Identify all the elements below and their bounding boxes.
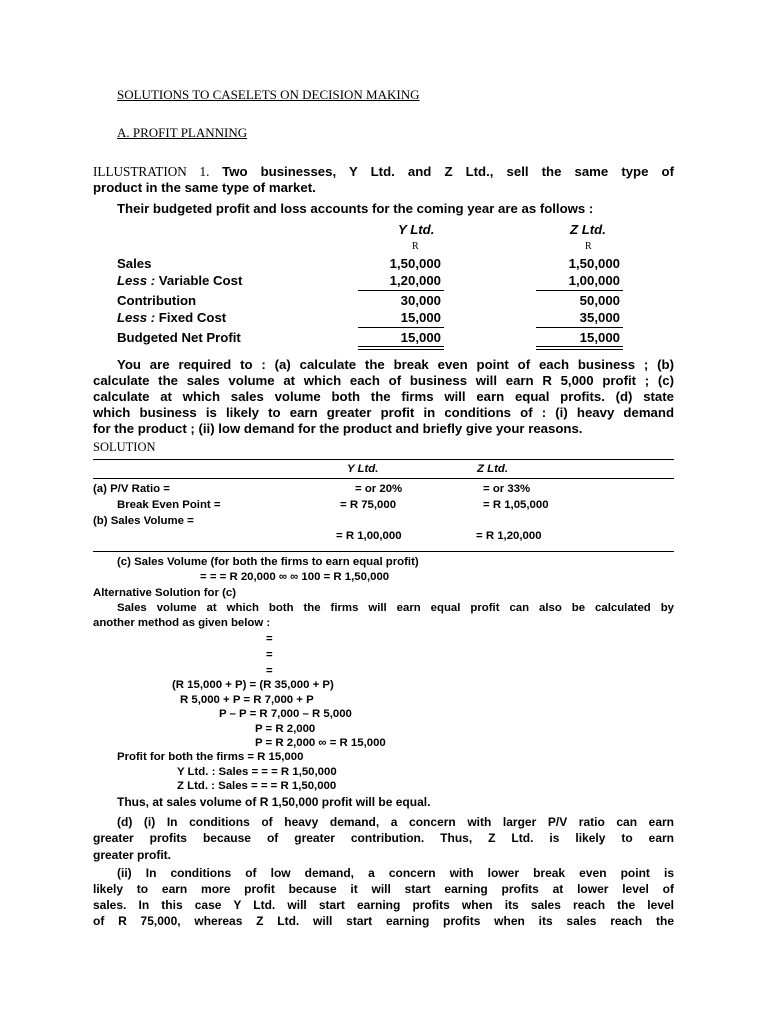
part-d-line: sales. In this case Y Ltd. will start earning profits when its sales reach the level — [93, 898, 674, 912]
part-d-line: (ii) In conditions of low demand, a concern with lower break even point is — [117, 866, 674, 880]
pl-rule — [536, 327, 623, 328]
question-line: You are required to : (a) calculate the break even point of each business ; (b) — [117, 357, 674, 372]
alt-solution-title: Alternative Solution for (c) — [93, 587, 237, 599]
illustration-line-2: product in the same type of market. — [93, 180, 316, 195]
alt-solution-line: another method as given below : — [93, 617, 271, 629]
part-d-line: likely to earn more profit because it will start earning profits at lower level of — [93, 882, 674, 896]
pl-row-z: 50,000 — [579, 293, 620, 308]
part-c-title: (c) Sales Volume (for both the firms to earn equal profit) — [117, 556, 419, 568]
profit-both: Profit for both the firms = R 15,000 — [117, 751, 304, 763]
question-line: calculate the sales volume at which each of business will earn R 5,000 profit ; (c) — [93, 373, 674, 388]
sol-row-y: = R 75,000 — [340, 499, 397, 511]
sol-row-y: = or 20% — [355, 483, 403, 495]
y-sales: Y Ltd. : Sales = = = R 1,50,000 — [177, 766, 337, 778]
pl-row-z: 35,000 — [579, 310, 620, 325]
sol-row-label: (a) P/V Ratio = — [93, 483, 170, 495]
illustration-line-1 — [93, 164, 674, 180]
pl-rule — [358, 327, 444, 328]
sol-header-rule — [93, 478, 674, 479]
pl-row-label: Less : Fixed Cost — [117, 310, 227, 325]
question-line: for the product ; (ii) low demand for the product and briefly give your reasons. — [93, 421, 583, 436]
sol-row-z: = R 1,20,000 — [476, 530, 542, 542]
equation-step: P = R 2,000 — [255, 723, 316, 735]
pl-row-z: 1,00,000 — [568, 273, 620, 288]
pl-row-label: Sales — [117, 256, 152, 271]
part-d-line: (d) (i) In conditions of heavy demand, a concern with larger P/V ratio can earn — [117, 815, 674, 829]
sol-col-z: Z Ltd. — [477, 463, 508, 475]
pl-row-y: 1,50,000 — [389, 256, 441, 271]
pl-rule — [358, 290, 444, 291]
equation-step: (R 15,000 + P) = (R 35,000 + P) — [172, 679, 334, 691]
pl-row-y: 30,000 — [400, 293, 441, 308]
sol-col-y: Y Ltd. — [347, 463, 379, 475]
pl-col-z: Z Ltd. — [570, 222, 606, 237]
pl-double-rule — [358, 349, 444, 350]
illustration-label: ILLUSTRATION 1. — [93, 164, 210, 179]
pl-double-rule — [536, 349, 623, 350]
pl-col-y: Y Ltd. — [398, 222, 435, 237]
equation-equals: = — [266, 649, 273, 661]
sol-row-label: Break Even Point = — [117, 499, 221, 511]
pl-rule — [536, 290, 623, 291]
pl-row-y: 15,000 — [400, 310, 441, 325]
part-d-line: of R 75,000, whereas Z Ltd. will start earning profits when its sales reach the — [93, 914, 674, 928]
part-d-line: greater profit. — [93, 848, 172, 862]
page-heading: SOLUTIONS TO CASELETS ON DECISION MAKING — [117, 87, 420, 102]
question-line: calculate at which sales volume both the firms will earn equal profits. (d) state — [93, 389, 674, 404]
equation-equals: = — [266, 633, 273, 645]
equation-equals: = — [266, 665, 273, 677]
z-sales: Z Ltd. : Sales = = = R 1,50,000 — [177, 780, 337, 792]
pl-row-y: 15,000 — [400, 330, 441, 345]
illustration-line-3: Their budgeted profit and loss accounts for the coming year are as follows : — [117, 201, 594, 216]
pl-row-z: 15,000 — [579, 330, 620, 345]
sol-row-z: = or 33% — [483, 483, 531, 495]
pl-currency-z: R — [585, 241, 592, 252]
sol-row-y: = R 1,00,000 — [336, 530, 402, 542]
illustration-text: Two businesses, Y Ltd. and Z Ltd., sell the same type of — [222, 164, 674, 179]
equation-step: R 5,000 + P = R 7,000 + P — [180, 694, 314, 706]
part-d-line: greater profits because of greater contribution. Thus, Z Ltd. is likely to earn — [93, 831, 674, 845]
sol-top-rule — [93, 459, 674, 460]
pl-row-label: Less : Variable Cost — [117, 273, 243, 288]
section-heading: A. PROFIT PLANNING — [117, 125, 248, 140]
alt-solution-line: Sales volume at which both the firms will earn equal profit can also be calculated by — [117, 602, 674, 614]
pl-row-y: 1,20,000 — [389, 273, 441, 288]
equation-step: P – P = R 7,000 – R 5,000 — [219, 708, 352, 720]
solution-label: SOLUTION — [93, 440, 156, 454]
question-line: which business is likely to earn greater profit in conditions of : (i) heavy demand — [93, 405, 674, 420]
pl-currency-y: R — [412, 241, 419, 252]
pl-double-rule — [536, 346, 623, 347]
part-c-conclusion: Thus, at sales volume of R 1,50,000 profit will be equal. — [117, 795, 431, 809]
sol-row-z: = R 1,05,000 — [483, 499, 549, 511]
pl-row-label: Budgeted Net Profit — [117, 330, 241, 345]
pl-double-rule — [358, 346, 444, 347]
sol-bottom-rule — [93, 551, 674, 552]
equation-step: P = R 2,000 ∞ = R 15,000 — [255, 737, 386, 749]
sol-row-label: (b) Sales Volume = — [93, 515, 194, 527]
pl-row-label: Contribution — [117, 293, 197, 308]
part-c-formula: = = = R 20,000 ∞ ∞ 100 = R 1,50,000 — [200, 571, 390, 583]
pl-row-z: 1,50,000 — [568, 256, 620, 271]
